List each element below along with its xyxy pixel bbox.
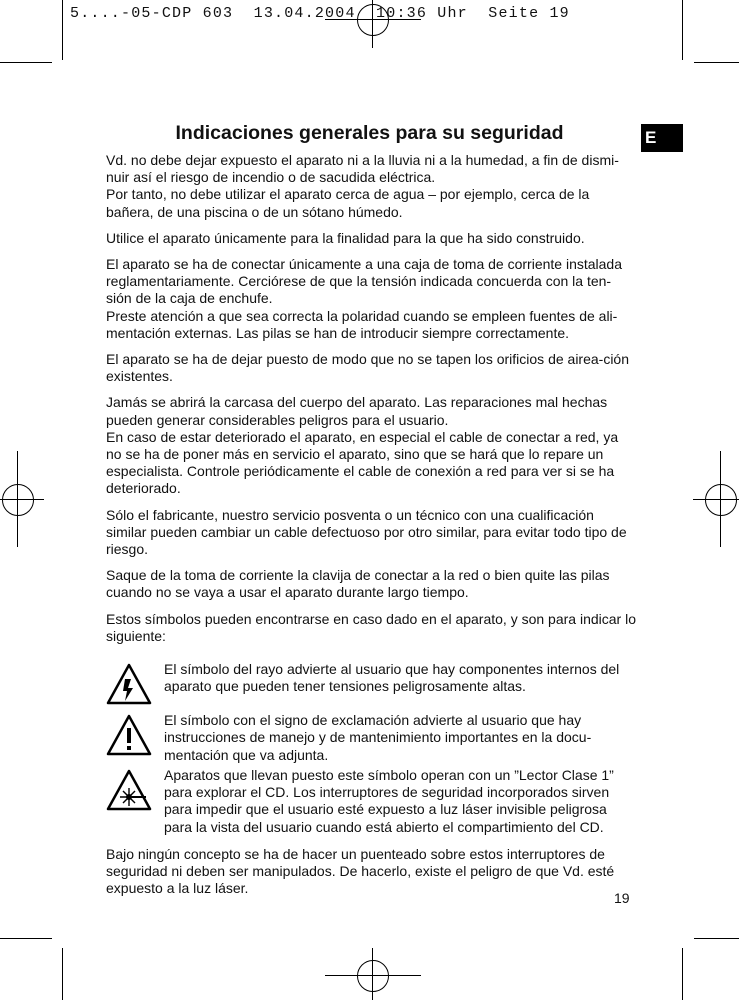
- symbol-item: [106, 767, 636, 836]
- paragraph: Estos símbolos pueden encontrarse en caso dado en el aparato, y son para indicar lo siguiente:: [106, 610, 636, 644]
- printer-header: 5....-05-CDP 603 13.04.2004 10:36 Uhr Seite 19: [70, 5, 570, 22]
- paragraph: Jamás se abrirá la carcasa del cuerpo del aparato. Las reparaciones mal hechas pueden generar considerables peligros para el usuario. En caso de estar deteriorado el aparato, en especial el cable de conectar a red, ya no se ha de poner más en servicio el aparato, sino que se hará que lo repare un especialista. Controle periódicamente el cable de conexión a red para ver si se ha deteriorado.: [106, 394, 619, 497]
- paragraph: Utilice el aparato únicamente para la finalidad para la que ha sido construido.: [106, 229, 585, 246]
- paragraph: El aparato se ha de dejar puesto de modo que no se tapen los orificios de airea-ción existentes.: [106, 351, 630, 385]
- crop-mark: [62, 0, 63, 60]
- symbol-description: Aparatos que llevan puesto este símbolo operan con un ”Lector Clase 1” para explorar el CD. Los interruptores de seguridad incorporados sirven para impedir que el usuario esté expuesto a luz láser invisible peligrosa para la vista del usuario cuando está abierto el compartimiento del CD.: [164, 766, 614, 835]
- crop-mark: [0, 938, 52, 939]
- crop-mark: [694, 62, 739, 63]
- symbol-list: [106, 661, 636, 836]
- crop-mark: [62, 948, 63, 1000]
- page-number: 19: [614, 890, 630, 906]
- paragraph: Saque de la toma de corriente la clavija de conectar a la red o bien quite las pilas cuando no se vaya a usar el aparato durante largo tiempo.: [106, 567, 610, 601]
- paragraph: Vd. no debe dejar expuesto el aparato ni a la lluvia ni a la humedad, a fin de dismi-nuir así el riesgo de incendio o de sacudida eléctrica. Por tanto, no debe utilizar el aparato cerca de agua – por ejemplo, cerca de la bañera, de una piscina o de un sótano húmedo.: [106, 152, 619, 220]
- symbol-description: El símbolo con el signo de exclamación advierte al usuario que hay instrucciones de manejo y de mantenimiento importantes en la docu-mentación que va adjunta.: [164, 712, 592, 763]
- laser-warning-icon: [106, 767, 164, 815]
- body-text: [106, 152, 636, 906]
- closing-paragraph: Bajo ningún concepto se ha de hacer un puenteado sobre estos interruptores de seguridad ni deben ser manipulados. De hacerlo, existe el peligro de que Vd. esté expuesto a la luz láser.: [106, 845, 615, 897]
- symbol-description: El símbolo del rayo advierte al usuario que hay componentes internos del aparato que pueden tener tensiones peligrosamente altas.: [164, 661, 620, 695]
- exclamation-warning-icon: [106, 712, 164, 760]
- paragraph: El aparato se ha de conectar únicamente a una caja de toma de corriente instalada reglamentariamente. Cerciórese de que la tensión indicada concuerda con la ten-sión de la caja de enchufe. Preste atención a que sea correcta la polaridad cuando se empleen fuentes de ali-mentación externas. Las pilas se han de introducir siempre correctamente.: [106, 256, 622, 341]
- crop-mark: [0, 62, 52, 63]
- paragraph: Sólo el fabricante, nuestro servicio posventa o un técnico con una cualificación similar pueden cambiar un cable defectuoso por otro similar, para evitar todo tipo de riesgo.: [106, 506, 627, 558]
- symbol-item: [106, 661, 636, 709]
- language-tab: E: [641, 124, 683, 152]
- symbol-item: [106, 712, 636, 764]
- lightning-warning-icon: [106, 661, 164, 709]
- crop-mark: [682, 0, 683, 60]
- crop-mark: [694, 938, 739, 939]
- page-title: Indicaciones generales para su seguridad: [175, 122, 564, 144]
- crop-mark: [682, 948, 683, 1000]
